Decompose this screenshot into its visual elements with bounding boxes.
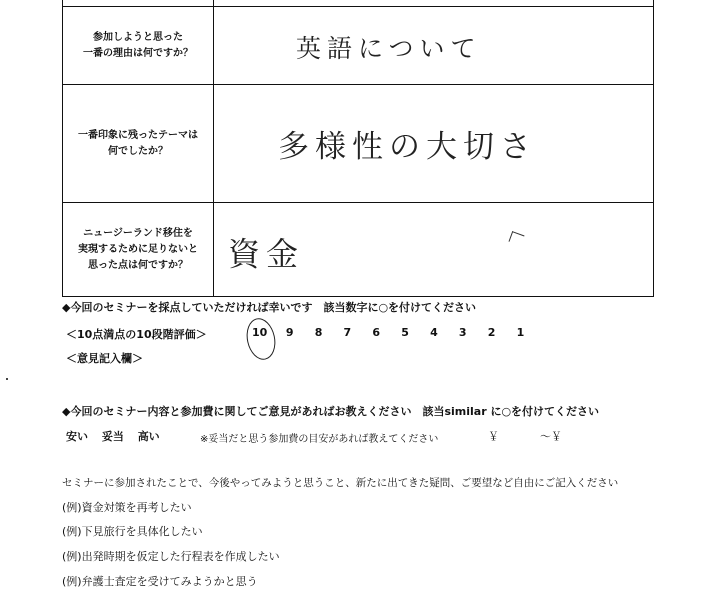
scale-option-7[interactable]: 7	[343, 326, 352, 339]
fee-instruction: ◆今回のセミナー内容と参加費に関してご意見があればお教えください 該当similar に○を付けてください	[62, 405, 600, 418]
example-item: (例)下見旅行を具体化したい	[62, 525, 203, 538]
table-row	[63, 85, 654, 203]
question-cell	[63, 203, 214, 297]
question-cell	[63, 85, 214, 203]
yen-range-sign: ～￥	[540, 430, 562, 443]
question-line: 一番の理由は何ですか？	[83, 47, 193, 59]
survey-table	[62, 0, 654, 297]
handwritten-answer: 英語について	[296, 34, 482, 63]
scale-option-10[interactable]: 10	[252, 326, 268, 339]
scale-option-4[interactable]: 4	[430, 326, 438, 339]
answer-cell	[214, 203, 654, 297]
fee-options	[66, 428, 160, 444]
scale-option-9[interactable]: 9	[285, 326, 294, 339]
example-item: (例)弁護士査定を受けてみようかと思う	[62, 575, 258, 588]
rating-scale-label: ＜10点満点の10段階評価＞	[66, 328, 207, 341]
rating-instruction: ◆今回のセミナーを採点していただければ幸いです 該当数字に○を付けてください	[62, 301, 477, 314]
fee-note: ※妥当だと思う参加費の目安があれば教えてください	[200, 434, 439, 445]
fee-option-fair[interactable]: 妥当	[101, 430, 124, 443]
scale-option-5[interactable]: 5	[401, 326, 409, 339]
free-comment-instruction: セミナーに参加されたことで、今後やってみようと思うこと、新たに出てきた疑問、ご要望など自由にご記入ください	[62, 477, 619, 489]
question-cell	[63, 7, 214, 85]
example-item: (例)出発時期を仮定した行程表を作成したい	[62, 550, 280, 563]
yen-sign: ￥	[488, 430, 499, 443]
scale-option-2[interactable]: 2	[487, 326, 496, 339]
stray-pen-mark	[509, 231, 525, 246]
rating-scale	[252, 326, 537, 339]
scale-option-8[interactable]: 8	[314, 326, 323, 339]
handwritten-answer: 多様性の大切さ	[278, 129, 537, 165]
table-row	[63, 203, 654, 297]
answer-cell	[214, 7, 654, 85]
fee-option-expensive[interactable]: 高い	[137, 430, 160, 443]
selected-rating-circle	[243, 316, 279, 363]
table-row	[63, 7, 654, 85]
example-item: (例)資金対策を再考したい	[62, 501, 192, 514]
scale-option-6[interactable]: 6	[372, 326, 381, 339]
answer-cell	[214, 85, 654, 203]
scale-option-3[interactable]: 3	[458, 326, 467, 339]
question-line: ニュージーランド移住を	[83, 227, 193, 239]
question-line: 一番印象に残ったテーマは	[78, 129, 198, 141]
question-line: 何でしたか？	[108, 145, 168, 157]
handwritten-answer: 資金	[228, 235, 305, 273]
stray-dot	[6, 378, 8, 380]
question-line: 実現するために足りないと	[78, 243, 198, 255]
scale-option-1[interactable]: 1	[516, 326, 525, 339]
question-line: 参加しようと思った	[93, 31, 183, 43]
fee-option-cheap[interactable]: 安い	[66, 430, 88, 443]
question-line: 思った点は何ですか？	[88, 259, 188, 271]
opinion-label: ＜意見記入欄＞	[66, 352, 143, 365]
